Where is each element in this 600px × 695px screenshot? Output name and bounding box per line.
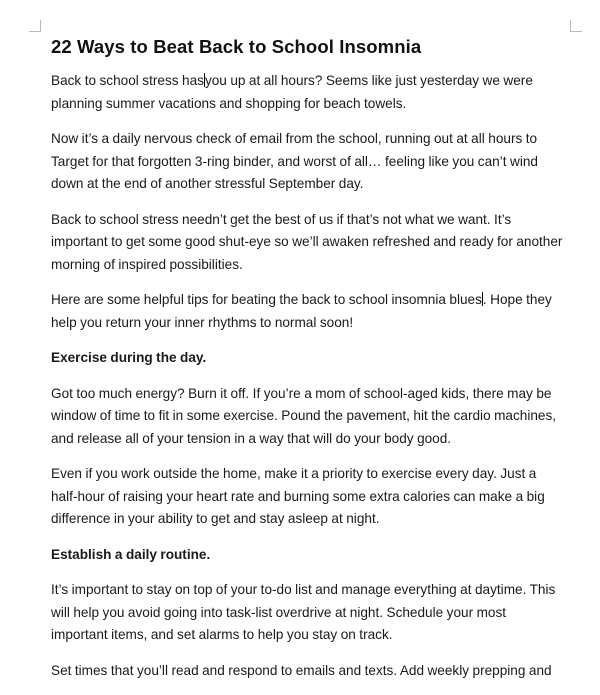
section-heading-routine[interactable]: Establish a daily routine.	[51, 546, 211, 562]
top-left-margin-mark	[29, 20, 41, 32]
paragraph-1[interactable]	[51, 70, 566, 115]
section-heading-exercise[interactable]: Exercise during the day.	[51, 350, 207, 365]
top-right-margin-mark	[570, 20, 582, 32]
document-body[interactable]	[51, 36, 566, 695]
paragraph-4-part-a: Here are some helpful tips for beating the back to school insomnia blues	[51, 292, 482, 307]
paragraph-7[interactable]: It’s important to stay on top of your to-do list and manage everything at daytime. This will help you avoid going into task-list overdrive at night. Schedule your most important items, and set alarms to help you stay on track.	[51, 582, 556, 642]
paragraph-4[interactable]	[51, 289, 566, 334]
paragraph-1-part-b: you up at all hours? Seems like just yesterday we were planning summer vacations and shopping for beach towels.	[51, 73, 533, 111]
paragraph-2[interactable]: Now it’s a daily nervous check of email from the school, running out at all hours to Target for that forgotten 3-ring binder, and worst of all… feeling like you can’t wind down at the end of another stressful September day.	[51, 131, 538, 191]
paragraph-3[interactable]: Back to school stress needn’t get the best of us if that’s not what we want. It’s important to get some good shut-eye so we’ll awaken refreshed and ready for another morning of inspired possibilities.	[51, 211, 563, 272]
paragraph-4-part-b: . Hope they help you return your inner rhythms to normal soon!	[51, 292, 552, 330]
paragraph-5[interactable]: Got too much energy? Burn it off. If you’re a mom of school-aged kids, there may be window of time to fit in some exercise. Pound the pavement, hit the cardio machines, and release all of your tension in a way that will do your body good.	[51, 385, 557, 446]
paragraph-6[interactable]: Even if you work outside the home, make it a priority to exercise every day. Just a half-hour of raising your heart rate and burning some extra calories can make a big difference in your ability to get and stay asleep at night.	[51, 466, 545, 526]
paragraph-8[interactable]: Set times that you’ll read and respond to emails and texts. Add weekly prepping and	[51, 662, 552, 678]
paragraph-1-part-a: Back to school stress has	[51, 73, 204, 88]
document-title[interactable]: 22 Ways to Beat Back to School Insomnia	[51, 36, 422, 57]
